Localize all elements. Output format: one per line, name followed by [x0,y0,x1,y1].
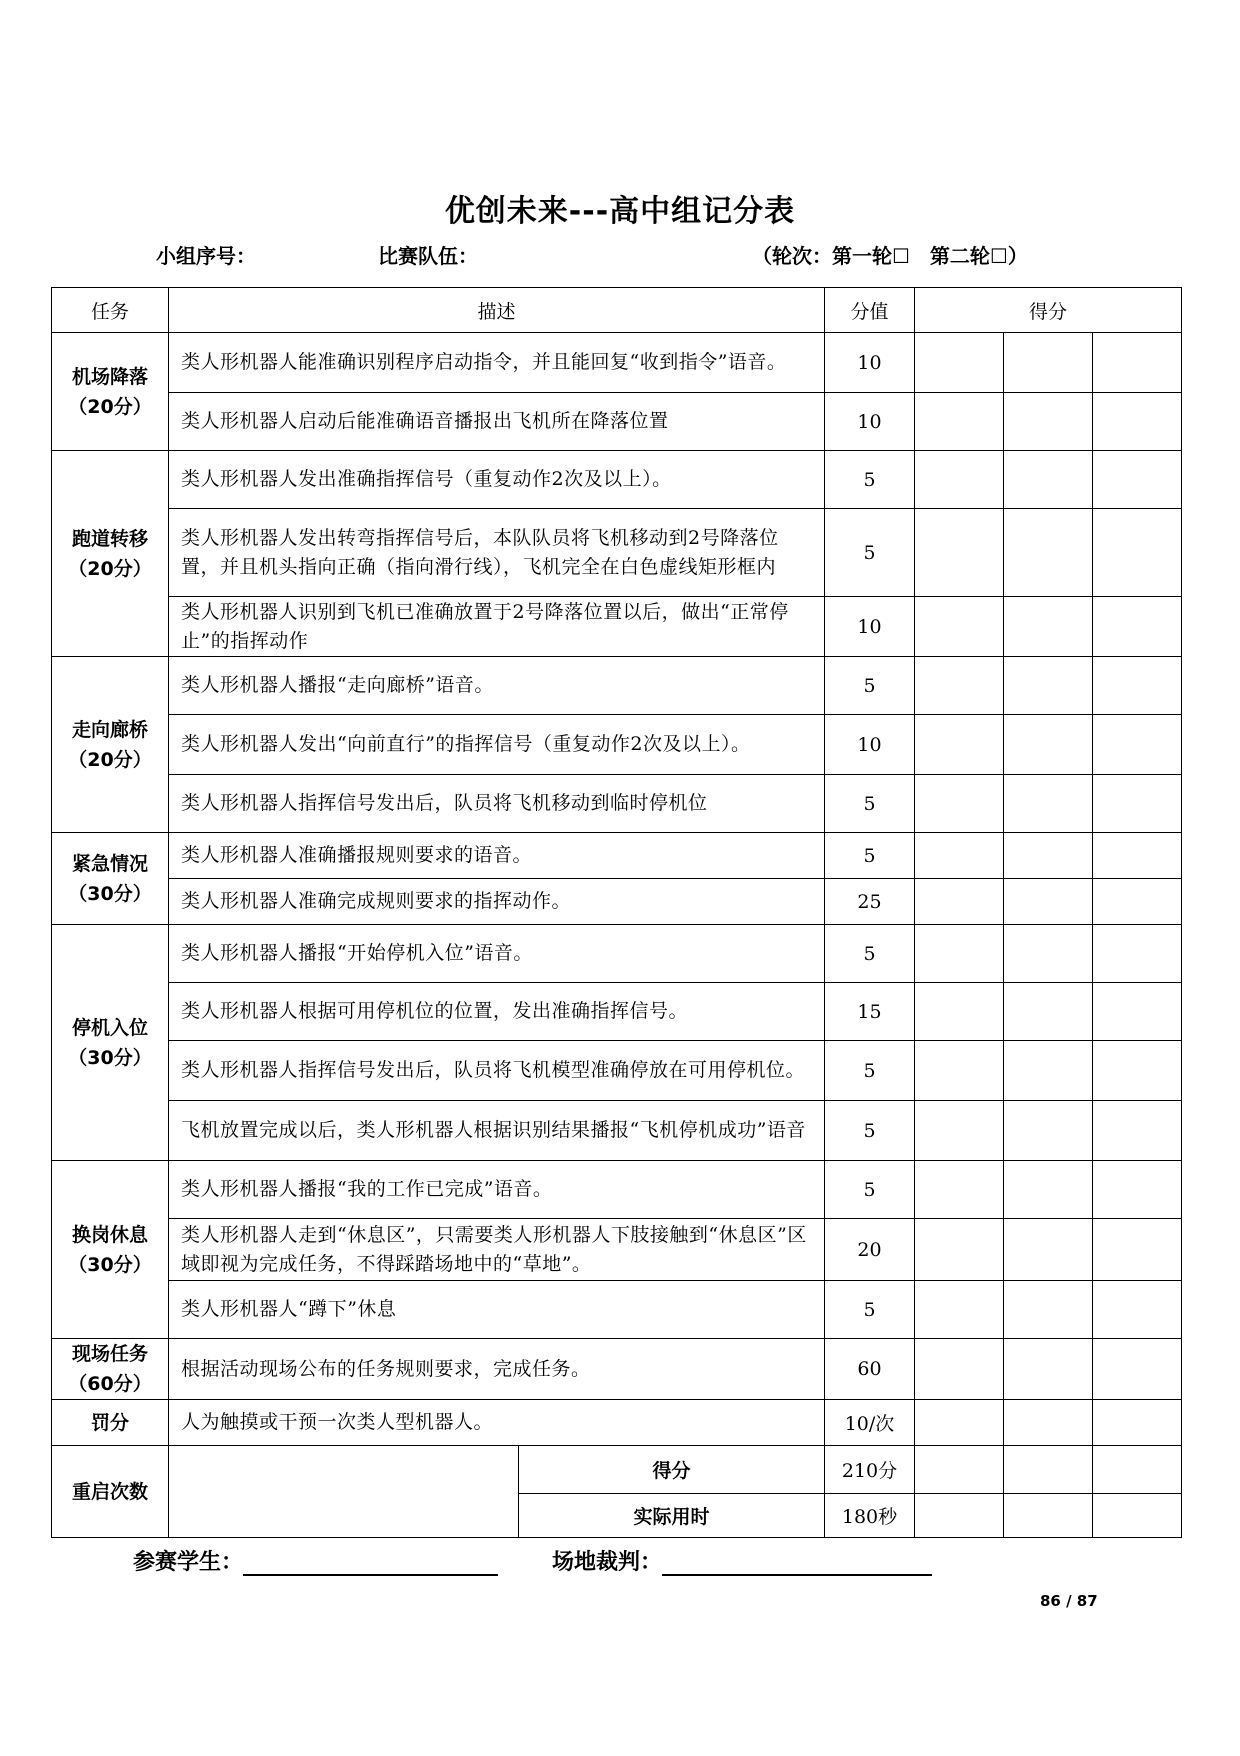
table-row [52,1041,1182,1101]
score-cell[interactable] [915,509,1004,597]
score-cell[interactable] [1004,509,1093,597]
referee-signature-label: 场地裁判： [552,1550,663,1575]
table-row [52,833,1182,879]
task-description: 类人形机器人识别到飞机已准确放置于2号降落位置以后，做出“正常停止”的指挥动作 [169,597,825,657]
restart-count-cell[interactable] [169,1446,519,1538]
task-category-cell [52,657,169,833]
task-category-points: （30分） [68,1253,152,1276]
student-signature [133,1545,498,1576]
points-value: 15 [825,983,915,1041]
task-description: 类人形机器人根据可用停机位的位置，发出准确指挥信号。 [169,983,825,1041]
score-cell[interactable] [1004,1041,1093,1101]
task-description: 人为触摸或干预一次类人型机器人。 [169,1400,825,1446]
score-cell[interactable] [915,657,1004,715]
task-category-cell [52,1161,169,1339]
header-row [52,288,1182,333]
summary-value: 210分 [825,1446,915,1494]
score-cell[interactable] [1093,983,1182,1041]
task-category-name: 现场任务 [71,1343,148,1365]
points-value: 10 [825,597,915,657]
table-row [52,393,1182,451]
task-category-points: （20分） [68,557,152,580]
task-category-name: 紧急情况 [71,852,148,875]
score-cell[interactable] [1093,1041,1182,1101]
points-value: 25 [825,879,915,925]
score-cell[interactable] [915,1494,1004,1538]
table-row [52,715,1182,775]
table-row [52,1161,1182,1219]
task-category-points: （20分） [68,748,152,771]
score-cell[interactable] [1004,833,1093,879]
task-category-name: 跑道转移 [71,527,148,550]
task-description: 类人形机器人“蹲下”休息 [169,1281,825,1339]
student-signature-line[interactable] [243,1552,498,1576]
points-value: 10 [825,333,915,393]
score-cell[interactable] [915,1101,1004,1161]
restart-count-label: 重启次数 [52,1446,169,1538]
table-row [52,333,1182,393]
table-row [52,879,1182,925]
table-row [52,925,1182,983]
score-cell[interactable] [915,833,1004,879]
score-cell[interactable] [1093,451,1182,509]
page-number: 86 / 87 [1040,1592,1098,1610]
task-category-points: （20分） [68,395,152,418]
task-category-cell [52,833,169,925]
table-row [52,451,1182,509]
task-category-points: （30分） [68,1046,152,1069]
task-description: 飞机放置完成以后，类人形机器人根据识别结果播报“飞机停机成功”语音 [169,1101,825,1161]
task-description: 类人形机器人播报“开始停机入位”语音。 [169,925,825,983]
score-cell[interactable] [1004,1281,1093,1339]
points-value: 60 [825,1339,915,1400]
task-category-cell [52,1400,169,1446]
table-row [52,775,1182,833]
points-value: 5 [825,1041,915,1101]
team-label: 比赛队伍： [378,244,478,268]
score-cell[interactable] [1004,1400,1093,1446]
score-cell[interactable] [1093,1339,1182,1400]
score-cell[interactable] [1093,1446,1182,1494]
task-category-cell [52,451,169,657]
points-value: 10 [825,393,915,451]
score-cell[interactable] [1093,1161,1182,1219]
task-description: 类人形机器人指挥信号发出后，队员将飞机模型准确停放在可用停机位。 [169,1041,825,1101]
header-points: 分值 [825,288,915,333]
points-value: 5 [825,833,915,879]
score-cell[interactable] [1004,925,1093,983]
score-cell[interactable] [915,1161,1004,1219]
points-value: 5 [825,509,915,597]
score-cell[interactable] [915,393,1004,451]
score-cell[interactable] [915,1041,1004,1101]
score-cell[interactable] [1093,597,1182,657]
task-category-name: 罚分 [90,1411,129,1434]
task-category-name: 机场降落 [71,365,148,388]
score-cell[interactable] [1004,333,1093,393]
score-cell[interactable] [915,333,1004,393]
score-cell[interactable] [1004,393,1093,451]
page-title: 优创未来---高中组记分表 [444,194,796,229]
referee-signature-line[interactable] [662,1552,932,1576]
score-cell[interactable] [915,775,1004,833]
summary-label: 得分 [519,1446,825,1494]
table-row [52,1281,1182,1339]
table-row [52,1101,1182,1161]
score-cell[interactable] [1004,1446,1093,1494]
score-cell[interactable] [915,879,1004,925]
score-cell[interactable] [915,983,1004,1041]
task-description: 类人形机器人发出“向前直行”的指挥信号（重复动作2次及以上）。 [169,715,825,775]
task-description: 类人形机器人准确完成规则要求的指挥动作。 [169,879,825,925]
table-row [52,1219,1182,1281]
score-cell[interactable] [1004,451,1093,509]
points-value: 5 [825,451,915,509]
task-description: 类人形机器人播报“走向廊桥”语音。 [169,657,825,715]
table-row [52,983,1182,1041]
summary-row [52,1446,1182,1494]
score-cell[interactable] [1004,1339,1093,1400]
score-cell[interactable] [1004,715,1093,775]
points-value: 5 [825,1161,915,1219]
task-description: 类人形机器人发出准确指挥信号（重复动作2次及以上）。 [169,451,825,509]
referee-signature [552,1545,932,1576]
score-cell[interactable] [915,451,1004,509]
student-signature-label: 参赛学生： [133,1550,244,1575]
table-row [52,657,1182,715]
score-cell[interactable] [915,925,1004,983]
task-category-name: 走向廊桥 [71,718,148,741]
task-category-cell [52,1339,169,1400]
score-cell[interactable] [1093,715,1182,775]
task-category-name: 停机入位 [71,1016,148,1039]
score-cell[interactable] [915,715,1004,775]
score-cell[interactable] [1093,657,1182,715]
score-cell[interactable] [1093,879,1182,925]
score-cell[interactable] [1093,1101,1182,1161]
score-cell[interactable] [1093,1494,1182,1538]
score-cell[interactable] [1004,983,1093,1041]
score-cell[interactable] [1004,1219,1093,1281]
points-value: 10/次 [825,1400,915,1446]
summary-value: 180秒 [825,1494,915,1538]
score-cell[interactable] [1093,333,1182,393]
table-row [52,1400,1182,1446]
score-cell[interactable] [915,1400,1004,1446]
task-category-points: （60分） [68,1373,152,1395]
score-cell[interactable] [1004,1494,1093,1538]
score-cell[interactable] [1093,925,1182,983]
header-task: 任务 [52,288,169,333]
points-value: 5 [825,657,915,715]
score-cell[interactable] [1004,1101,1093,1161]
score-cell[interactable] [1093,1219,1182,1281]
score-cell[interactable] [1004,879,1093,925]
task-category-cell [52,925,169,1161]
score-cell[interactable] [1004,775,1093,833]
task-description: 类人形机器人指挥信号发出后，队员将飞机移动到临时停机位 [169,775,825,833]
points-value: 5 [825,1101,915,1161]
task-description: 类人形机器人准确播报规则要求的语音。 [169,833,825,879]
score-cell[interactable] [1093,1281,1182,1339]
task-description: 类人形机器人走到“休息区”，只需要类人形机器人下肢接触到“休息区”区域即视为完成任务，不得踩踏场地中的“草地”。 [169,1219,825,1281]
points-value: 5 [825,1281,915,1339]
score-cell[interactable] [915,1281,1004,1339]
header-score: 得分 [915,288,1182,333]
task-category-cell [52,333,169,451]
score-cell[interactable] [1093,393,1182,451]
table-row [52,509,1182,597]
points-value: 20 [825,1219,915,1281]
table-row [52,1339,1182,1400]
score-cell[interactable] [1093,1400,1182,1446]
score-cell[interactable] [915,1446,1004,1494]
points-value: 10 [825,715,915,775]
header-description: 描述 [169,288,825,333]
table-row [52,597,1182,657]
group-number-label: 小组序号： [156,244,256,268]
task-description: 根据活动现场公布的任务规则要求，完成任务。 [169,1339,825,1400]
score-table [51,287,1182,1538]
task-description: 类人形机器人启动后能准确语音播报出飞机所在降落位置 [169,393,825,451]
task-category-points: （30分） [68,882,152,905]
score-cell[interactable] [1093,775,1182,833]
task-description: 类人形机器人发出转弯指挥信号后，本队队员将飞机移动到2号降落位置，并且机头指向正确（指向滑行线），飞机完全在白色虚线矩形框内 [169,509,825,597]
score-cell[interactable] [1004,1161,1093,1219]
task-description: 类人形机器人播报“我的工作已完成”语音。 [169,1161,825,1219]
points-value: 5 [825,775,915,833]
round-label: （轮次：第一轮☐ 第二轮☐） [752,244,1028,268]
score-cell[interactable] [915,1339,1004,1400]
score-cell[interactable] [1093,833,1182,879]
score-cell[interactable] [915,597,1004,657]
task-category-name: 换岗休息 [71,1223,148,1246]
score-cell[interactable] [1004,657,1093,715]
score-cell[interactable] [1093,509,1182,597]
summary-label: 实际用时 [519,1494,825,1538]
score-cell[interactable] [915,1219,1004,1281]
score-cell[interactable] [1004,597,1093,657]
points-value: 5 [825,925,915,983]
task-description: 类人形机器人能准确识别程序启动指令，并且能回复“收到指令”语音。 [169,333,825,393]
